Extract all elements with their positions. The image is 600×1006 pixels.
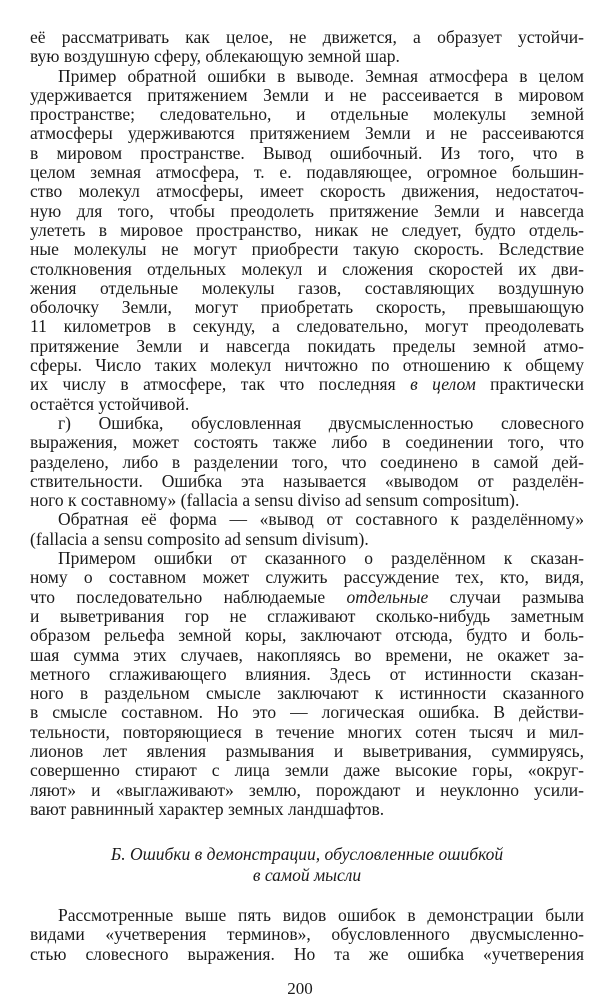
text-line: ные молекулы не могут приобрести такую скорость. Вследствие <box>30 239 584 260</box>
paragraph <box>30 510 584 549</box>
text-line: ляют» и «выглаживают» землю, порождают и неуклонно усили- <box>30 779 584 800</box>
text-line: стью словесного выражения. Но та же ошибка «учетверения <box>30 943 584 964</box>
text-line: метного сглаживающего влияния. Здесь от истинности сказан- <box>30 663 584 684</box>
text-line: сферы. Число таких молекул ничтожно по отношению к общему <box>30 355 584 376</box>
text-line: разделено, либо в разделении того, что соединено в самой дей- <box>30 451 584 472</box>
text-line: улететь в мировое пространство, никак не следует, будто отдель- <box>30 219 584 240</box>
body-text <box>30 28 584 819</box>
text-line: Обратная её форма — «вывод от составного к разделённому» <box>58 509 584 530</box>
text-line: вую воздушную сферу, облекающую земной шар. <box>30 46 400 67</box>
text-line: г) Ошибка, обусловленная двусмысленностью словесного <box>58 412 584 433</box>
text-line: тельности, повторяющиеся в течение многих сотен тысяч и мил- <box>30 721 584 742</box>
text-line: жения отдельные молекулы газов, составляющих воздушную <box>30 277 584 298</box>
text-line: шая сумма этих случаев, накопляясь во времени, не окажет за- <box>30 644 584 665</box>
paragraph <box>30 67 584 414</box>
paragraph <box>30 28 584 67</box>
text-line: Примером ошибки от сказанного о разделённом к сказан- <box>58 548 584 569</box>
text-line: выражения, может состоять также либо в соединении того, что <box>30 432 584 453</box>
text-line: ному о составном может служить рассуждение тех, кто, видя, <box>30 567 584 588</box>
text-line: ного в раздельном смысле заключают к истинности сказанного <box>30 683 584 704</box>
text-line: 11 километров в секунду, а следовательно, могут преодолевать <box>30 316 584 337</box>
text-line: ного к составному» (fallacia a sensu diviso ad sensum compositum). <box>30 490 520 511</box>
text-line: атмосферы удерживаются притяжением Земли и не рассеиваются <box>30 123 584 144</box>
text-line: Пример обратной ошибки в выводе. Земная атмосфера в целом <box>58 65 584 86</box>
text-line: притяжение Земли и навсегда покидать пределы земной атмо- <box>30 335 584 356</box>
text-line: столкновения отдельных молекул и сложения скоростей их дви- <box>30 258 584 279</box>
text-line: что последовательно наблюдаемые отдельные случаи размыва <box>30 586 584 607</box>
paragraph <box>30 414 584 510</box>
text-line: её рассматривать как целое, не движется, а образует устойчи- <box>30 27 584 47</box>
text-line: лионов лет явления размывания и выветривания, суммируясь, <box>30 740 584 761</box>
text-line: целом земная атмосфера, т. е. подавляющее, огромное большин- <box>30 162 584 183</box>
section-heading-line-2: в самой мысли <box>252 864 362 885</box>
text-line: вают равнинный характер земных ландшафтов. <box>30 798 385 819</box>
text-line: в смысле составном. Но это — логическая ошибка. В действи- <box>30 702 584 723</box>
page-number: 200 <box>287 979 313 998</box>
text-line: ствительности. Ошибка эта называется «выводом от разделён- <box>30 470 584 491</box>
text-line: видами «учетверения терминов», обусловленного двусмысленно- <box>30 924 584 945</box>
final-paragraph <box>30 906 584 964</box>
text-line: совершенно стирают с лица земли даже высокие горы, «округ- <box>30 760 584 781</box>
text-line: ную для того, чтобы преодолеть притяжение Земли и навсегда <box>30 200 584 221</box>
section-heading-line-1: Б. Ошибки в демонстрации, обусловленные ошибкой <box>110 844 504 865</box>
text-line: образом рельефа земной коры, заключают отсюда, будто и боль- <box>30 625 584 646</box>
text-line: удерживается притяжением Земли и не рассеивается в мировом <box>30 84 584 105</box>
text-line: (fallacia a sensu composito ad sensum divisum). <box>30 528 369 549</box>
text-line: и выветривания гор не сглаживают сколько-нибудь заметным <box>30 605 584 626</box>
text-line: пространстве; следовательно, и отдельные молекулы земной <box>30 104 584 125</box>
text-line: их числу в атмосфере, так что последняя в целом практически <box>30 374 584 395</box>
paragraph <box>30 549 584 819</box>
paragraph <box>30 906 584 964</box>
text-line: в мировом пространстве. Вывод ошибочный. Из того, что в <box>30 142 584 163</box>
text-line: остаётся устойчивой. <box>30 393 190 414</box>
book-page <box>30 28 584 964</box>
text-line: ство молекул атмосферы, имеет скорость движения, недостаточ- <box>30 181 584 202</box>
text-line: Рассмотренные выше пять видов ошибок в демонстрации были <box>58 905 584 926</box>
text-line: оболочку Земли, могут приобретать скорость, превышающую <box>30 297 584 318</box>
